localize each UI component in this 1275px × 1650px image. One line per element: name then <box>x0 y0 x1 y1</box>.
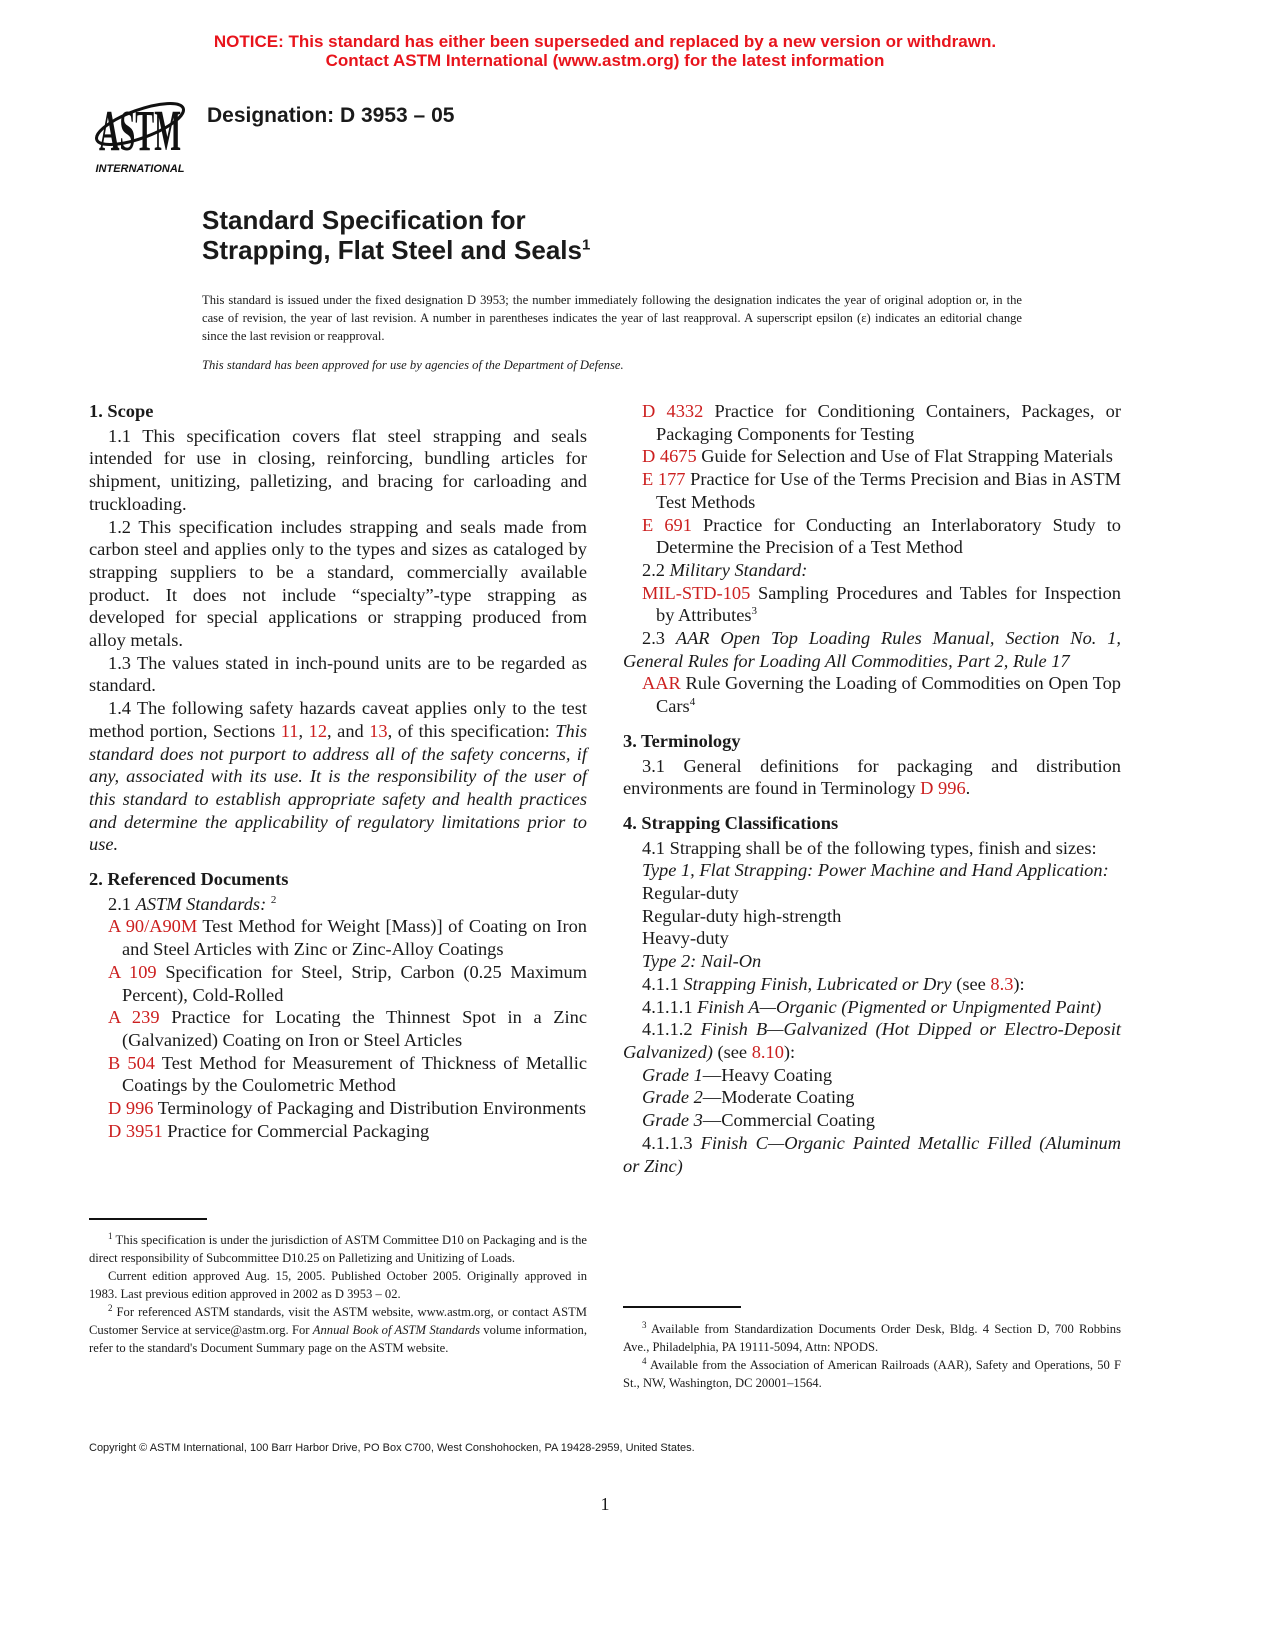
text-run: This specification is under the jurisdiction of ASTM Committee D10 on Packaging and is the direct responsibility of Subcommittee D10.25 on Palletizing and Unitizing of Loads. <box>89 1233 587 1265</box>
text-run: Finish C—Organic Painted Metallic Filled (Aluminum or Zinc) <box>623 1132 1121 1176</box>
paragraph <box>623 837 1121 860</box>
text-run: Annual Book of ASTM Standards <box>312 1323 480 1337</box>
designation: Designation: D 3953 – 05 <box>207 104 455 127</box>
text-run: Practice for Locating the Thinnest Spot in a Zinc (Galvanized) Coating on Iron or Steel Articles <box>122 1007 587 1050</box>
footnote-ref[interactable]: 4 <box>642 1355 647 1366</box>
section-heading <box>89 868 587 891</box>
text-run: Practice for Commercial Packaging <box>162 1120 430 1141</box>
text-run: For referenced ASTM standards, visit the ASTM website, www.astm.org, or contact ASTM Customer Service at service@astm.org. For <box>89 1305 587 1337</box>
reference-link[interactable]: 12 <box>308 720 328 741</box>
text-run: This standard does not purport to address all of the safety concerns, if any, associated with its use. It is the responsibility of the user of this standard to establish appropriate safety and health practices and determine the applicability of regulatory limitations prior to use. <box>89 720 587 855</box>
text-run: —Commercial Coating <box>702 1110 875 1131</box>
footnote <box>623 1356 1121 1392</box>
reference-link[interactable]: E 177 <box>642 469 686 490</box>
text-run: Grade 3 <box>642 1110 703 1131</box>
text-run: 4.1.1.1 <box>642 996 698 1017</box>
paragraph <box>623 882 1121 905</box>
footnote <box>623 1320 1121 1356</box>
footnotes-right <box>623 1320 1121 1392</box>
text-run: Available from the Association of American Railroads (AAR), Safety and Operations, 50 F St., NW, Washington, DC 20001–1564. <box>623 1358 1121 1390</box>
text-run: 4.1.1.2 <box>642 1019 701 1040</box>
footnote-divider <box>89 1218 207 1220</box>
text-run: Terminology of Packaging and Distribution Environments <box>153 1098 587 1119</box>
paragraph <box>623 996 1121 1019</box>
text-run: Finish B—Galvanized (Hot Dipped or Electro-Deposit Galvanized) <box>623 1019 1122 1062</box>
text-run: 4.1.1 <box>642 973 684 994</box>
text-run: —Heavy Coating <box>702 1064 833 1085</box>
text-run: ): <box>783 1041 796 1062</box>
reference-link[interactable]: D 4332 <box>642 401 704 421</box>
text-run: (see <box>712 1041 752 1062</box>
reference-link[interactable]: 8.10 <box>751 1041 784 1062</box>
title-line-1: Standard Specification for <box>202 205 526 235</box>
text-run: 1.4 The following safety hazards caveat applies only to the test method portion, Sections <box>89 698 587 741</box>
footnote-ref[interactable]: 3 <box>642 1319 647 1330</box>
dod-approval: This standard has been approved for use by agencies of the Department of Defense. <box>202 358 624 372</box>
referenced-document <box>89 1006 587 1051</box>
referenced-document <box>89 961 587 1006</box>
title-line-2: Strapping, Flat Steel and Seals <box>202 235 582 265</box>
text-run: Grade 2 <box>642 1087 703 1108</box>
text-run: Regular-duty <box>642 883 739 904</box>
astm-logo <box>92 84 190 176</box>
text-run: Heavy-duty <box>642 928 729 949</box>
text-run: 3. Terminology <box>623 730 741 751</box>
preamble <box>202 291 1022 374</box>
text-run: Practice for Conditioning Containers, Packages, or Packaging Components for Testing <box>656 401 1121 444</box>
text-run: (see <box>951 973 991 994</box>
text-run: Current edition approved Aug. 15, 2005. Published October 2005. Originally approved in 1983. Last previous edition approved in 2002 as D 3953 – 02. <box>89 1269 587 1301</box>
paragraph <box>623 973 1121 996</box>
reference-link[interactable]: 13 <box>369 720 388 741</box>
text-run: ASTM Standards: <box>135 893 267 914</box>
paragraph <box>89 425 587 516</box>
preamble-text: This standard is issued under the fixed designation D 3953; the number immediately following the designation indicates the year of original adoption or, in the case of revision, the year of last revision. A number in parentheses indicates the year of last reapproval. A superscript epsilon (ε) indicates an editorial change since the last revision or reapproval. <box>202 293 1022 343</box>
text-run: Strapping Finish, Lubricated or Dry <box>683 973 952 994</box>
referenced-document <box>623 468 1121 513</box>
text-run: 1.2 This specification includes strapping and seals made from carbon steel and applies only to the types and sizes as cataloged by strapping suppliers to be a standard, commercially available product. It does not include “specialty”-type strapping as developed for special applications or strapping produced from alloy metals. <box>89 516 587 651</box>
text-run: Specification for Steel, Strip, Carbon (0.25 Maximum Percent), Cold-Rolled <box>122 961 587 1005</box>
reference-link[interactable]: D 996 <box>920 778 966 799</box>
text-run: Rule Governing the Loading of Commodities on Open Top Cars <box>656 673 1121 717</box>
footnote-ref[interactable]: 2 <box>108 1302 113 1313</box>
right-column <box>623 400 1121 1177</box>
footnote <box>89 1231 587 1267</box>
page-number: 1 <box>600 1494 610 1514</box>
text-run: Type 1, Flat Strapping: Power Machine and Hand Application: <box>642 860 1109 881</box>
svg-text:ASTM: ASTM <box>99 98 181 163</box>
paragraph <box>623 1109 1121 1132</box>
text-run: . <box>965 778 971 799</box>
text-run: ): <box>1013 973 1025 994</box>
footnotes-left <box>89 1231 587 1357</box>
text-run: 4. Strapping Classifications <box>623 812 839 833</box>
footnote <box>89 1303 587 1357</box>
text-run: Test Method for Weight [Mass)] of Coating on Iron and Steel Articles with Zinc or Zinc-Alloy Coatings <box>122 916 587 960</box>
reference-link[interactable]: B 504 <box>108 1052 155 1073</box>
text-run: —Moderate Coating <box>702 1087 855 1108</box>
reference-link[interactable]: MIL-STD-105 <box>642 582 751 603</box>
footnote <box>89 1267 587 1303</box>
copyright: Copyright © ASTM International, 100 Barr Harbor Drive, PO Box C700, West Conshohocken, PA 19428-2959, United States. <box>89 1442 695 1454</box>
text-run: 1.1 This specification covers flat steel strapping and seals intended for use in closing, reinforcing, bundling articles for shipment, unitizing, palletizing, and bracing for carloading and truckloading. <box>89 425 587 514</box>
footnote-ref[interactable]: 3 <box>751 605 758 618</box>
text-run: 3.1 General definitions for packaging and distribution environments are found in Terminology <box>623 755 1121 799</box>
text-run: Sampling Procedures and Tables for Inspection by Attributes <box>656 582 1121 626</box>
paragraph <box>623 905 1121 928</box>
text-run: Guide for Selection and Use of Flat Strapping Materials <box>696 446 1113 467</box>
text-run: Grade 1 <box>642 1064 703 1085</box>
section-heading <box>89 400 587 423</box>
referenced-document <box>623 582 1121 627</box>
reference-link[interactable]: E 691 <box>642 514 692 535</box>
text-run: 4.1.1.3 <box>642 1132 701 1153</box>
text-run: , <box>298 720 309 741</box>
text-run: Military Standard: <box>669 559 808 580</box>
referenced-document <box>623 672 1121 717</box>
reference-link[interactable]: 8.3 <box>990 973 1014 994</box>
footnote-ref[interactable]: 1 <box>108 1230 113 1241</box>
referenced-document <box>623 400 1121 445</box>
text-run: Test Method for Measurement of Thickness of Metallic Coatings by the Coulometric Method <box>122 1052 588 1096</box>
paragraph <box>89 697 587 856</box>
text-run: , of this specification: <box>387 720 556 741</box>
text-run: 2.3 <box>642 628 676 649</box>
footnote-ref[interactable]: 2 <box>270 893 277 906</box>
text-run: , and <box>327 720 370 741</box>
text-run: Available from Standardization Documents Order Desk, Bldg. 4 Section D, 700 Robbins Ave., Philadelphia, PA 19111-5094, Attn: NPODS. <box>623 1322 1121 1354</box>
paragraph <box>89 652 587 697</box>
paragraph <box>623 1086 1121 1109</box>
referenced-document <box>89 1097 587 1120</box>
paragraph <box>623 755 1121 800</box>
reference-link[interactable]: A 90/A90M <box>108 916 198 937</box>
paragraph <box>623 950 1121 973</box>
text-run: 2.1 <box>108 893 136 914</box>
text-run: Finish A—Organic (Pigmented or Unpigmented Paint) <box>697 996 1102 1017</box>
withdrawal-notice <box>0 32 1210 70</box>
paragraph <box>623 927 1121 950</box>
paragraph <box>623 1064 1121 1087</box>
reference-link[interactable]: D 996 <box>108 1098 154 1119</box>
referenced-document <box>89 1120 587 1143</box>
paragraph <box>623 559 1121 582</box>
reference-link[interactable]: A 109 <box>108 961 157 982</box>
text-run: 4.1 Strapping shall be of the following types, finish and sizes: <box>642 837 1097 858</box>
paragraph <box>623 1132 1121 1177</box>
footnote-ref[interactable]: 4 <box>689 696 696 709</box>
text-run: Practice for Conducting an Interlaboratory Study to Determine the Precision of a Test Method <box>656 514 1121 558</box>
paragraph <box>623 859 1121 882</box>
reference-link[interactable]: AAR <box>642 673 681 694</box>
text-run: 2.2 <box>642 559 670 580</box>
footnote-divider <box>623 1306 741 1308</box>
paragraph <box>89 516 587 652</box>
section-heading <box>623 812 1121 835</box>
text-run: 2. Referenced Documents <box>89 869 289 890</box>
left-column <box>89 400 587 1143</box>
text-run: 1. Scope <box>89 401 154 421</box>
reference-link[interactable]: 11 <box>280 720 299 741</box>
text-run: Practice for Use of the Terms Precision and Bias in ASTM Test Methods <box>656 469 1121 512</box>
text-run: Regular-duty high-strength <box>642 905 842 926</box>
referenced-document <box>89 1052 587 1097</box>
text-run: volume information, refer to the standard's Document Summary page on the ASTM website. <box>89 1323 587 1355</box>
notice-line-1: NOTICE: This standard has either been superseded and replaced by a new version or withdrawn. <box>213 32 997 51</box>
referenced-document <box>623 445 1121 468</box>
paragraph <box>89 893 587 916</box>
referenced-document <box>623 514 1121 559</box>
svg-text:INTERNATIONAL: INTERNATIONAL <box>95 163 185 175</box>
paragraph <box>623 627 1121 672</box>
title-footnote-ref[interactable]: 1 <box>581 236 591 254</box>
text-run: AAR Open Top Loading Rules Manual, Section No. 1, General Rules for Loading All Commodities, Part 2, Rule 17 <box>623 628 1121 671</box>
document-title <box>202 205 590 265</box>
section-heading <box>623 730 1121 753</box>
notice-line-2: Contact ASTM International (www.astm.org) for the latest information <box>325 51 885 70</box>
reference-link[interactable]: A 239 <box>108 1007 160 1028</box>
paragraph <box>623 1018 1121 1063</box>
referenced-document <box>89 915 587 960</box>
text-run: Type 2: Nail-On <box>642 951 762 972</box>
text-run: 1.3 The values stated in inch-pound units are to be regarded as standard. <box>89 652 587 696</box>
reference-link[interactable]: D 4675 <box>642 446 697 467</box>
reference-link[interactable]: D 3951 <box>108 1120 163 1141</box>
